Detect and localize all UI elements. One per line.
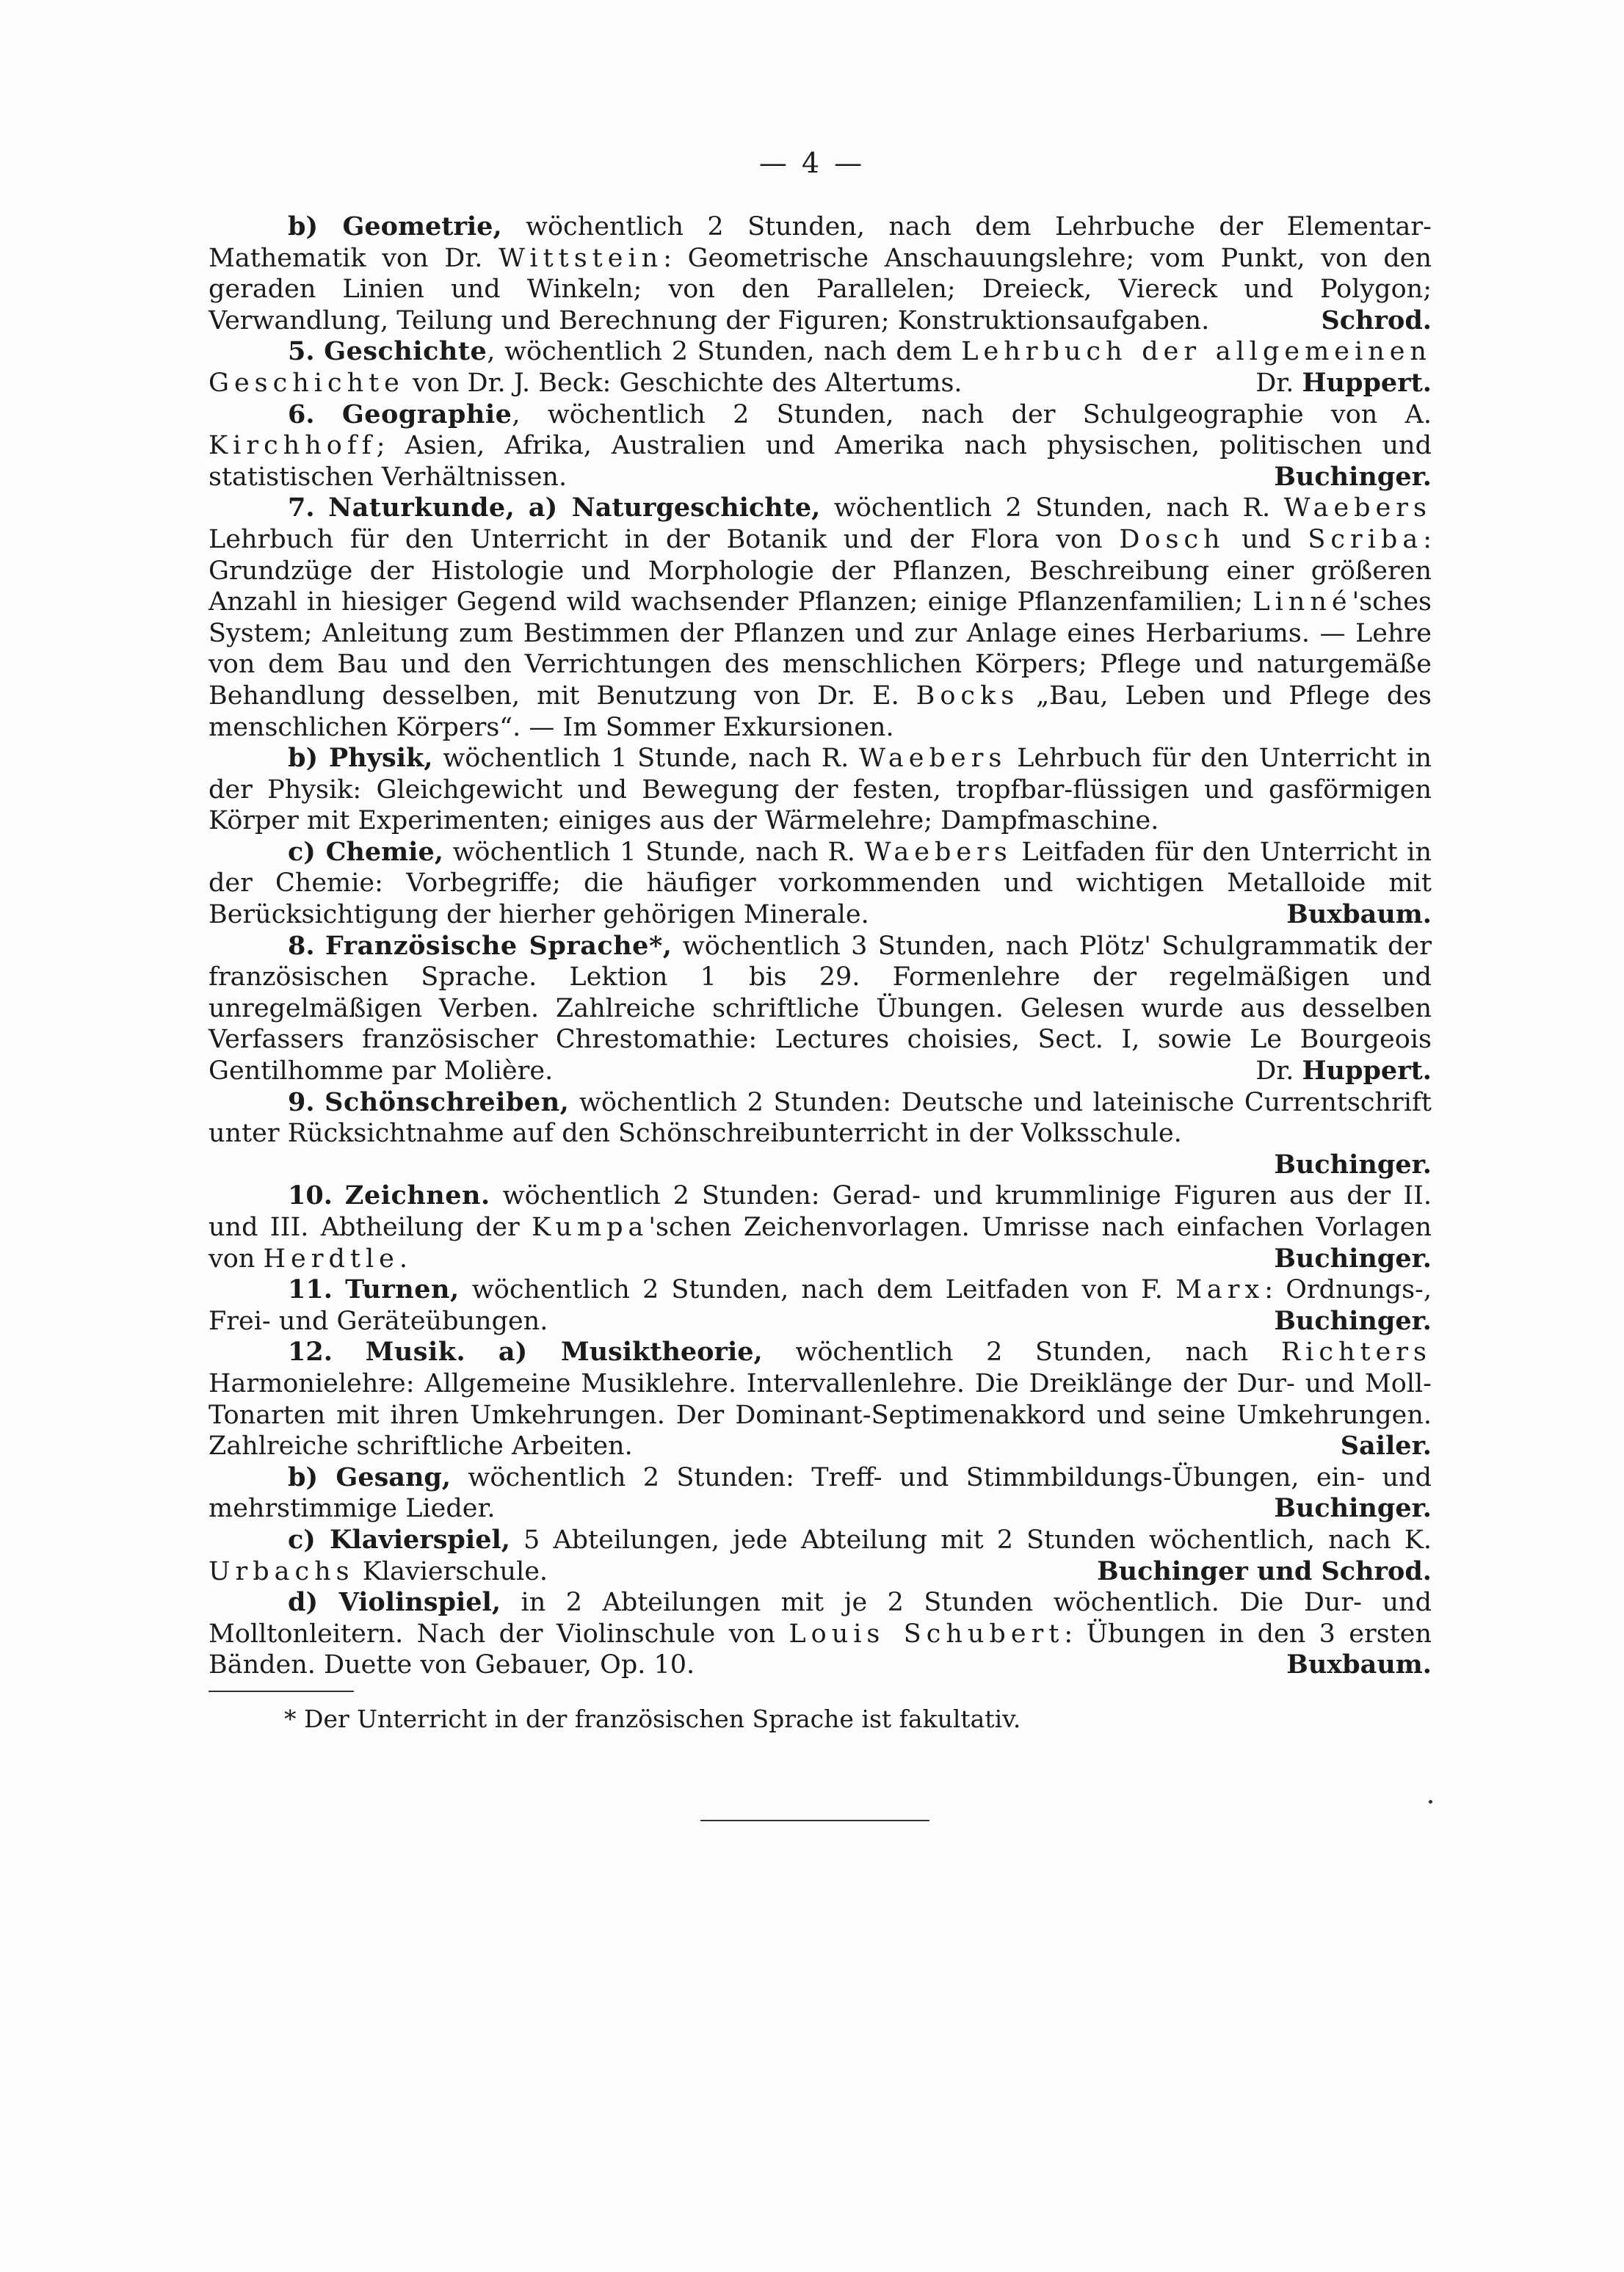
geographie-teacher: Buchinger.	[1274, 461, 1432, 492]
zeichnen-author-2: Herdtle	[263, 1244, 399, 1274]
geometrie-text: wöchentlich 2 Stunden, nach dem Lehrbuche der Elementar-Mathematik von Dr.	[209, 212, 1432, 273]
naturkunde-author-3: Scriba	[1308, 524, 1424, 554]
section-naturkunde	[209, 493, 1432, 743]
physik-label: b) Physik,	[288, 743, 433, 774]
klavier-author: Urbachs	[209, 1556, 355, 1586]
geschichte-text-2: von Dr. J. Beck: Geschichte des Altertums.	[404, 368, 963, 398]
turnen-label: Turnen,	[345, 1274, 460, 1305]
naturkunde-author: Waebers	[1283, 493, 1432, 523]
schoenschreiben-number: 9.	[288, 1086, 315, 1117]
naturkunde-text-6: „Bau, Leben und Pflege des menschlichen Körpers“. — Im Sommer Exkursionen.	[209, 680, 1432, 742]
naturkunde-label: Naturkunde,	[328, 493, 515, 523]
schoenschreiben-label: Schönschreiben,	[325, 1086, 570, 1117]
klavier-label: c) Klavierspiel,	[288, 1524, 510, 1555]
turnen-text-2: : Ordnungs-, Frei- und Geräteübungen.	[209, 1275, 1432, 1336]
geographie-number: 6.	[288, 399, 315, 429]
section-physik	[209, 743, 1432, 837]
naturkunde-text-3: und	[1225, 524, 1308, 554]
page-number: — 4 —	[758, 147, 866, 179]
gesang-teacher: Buchinger.	[1274, 1493, 1432, 1524]
ink-speck	[1429, 1800, 1432, 1804]
franzoesisch-teacher-name: Huppert.	[1302, 1056, 1432, 1086]
physik-text: wöchentlich 1 Stunde, nach R.	[432, 744, 859, 774]
musik-label: Musik.	[365, 1337, 466, 1368]
section-musik	[209, 1337, 1432, 1462]
geschichte-text: , wöchentlich 2 Stunden, nach dem	[487, 337, 962, 367]
geschichte-number: 5.	[288, 336, 315, 367]
page-content	[209, 211, 1432, 1681]
geometrie-author: Wittstein	[499, 243, 664, 273]
section-schoenschreiben	[209, 1086, 1432, 1180]
franzoesisch-teacher-prefix: Dr.	[1255, 1056, 1294, 1086]
zeichnen-number: 10.	[288, 1180, 333, 1211]
geometrie-text-2: : Geometrische Anschauungslehre; vom Punkt, von den geraden Linien und Winkeln; von den Parallelen; Dreieck, Viereck und Polygon; Verwandlung, Teilung und Berechnung der Figuren; Konstruktionsaufgaben.	[209, 243, 1432, 335]
section-violine	[209, 1587, 1432, 1681]
violine-author: Louis Schubert	[789, 1619, 1065, 1649]
klavier-teacher: Buchinger und Schrod.	[1097, 1556, 1432, 1586]
section-geometrie	[209, 211, 1432, 336]
geographie-author: Kirchhoff	[209, 431, 377, 461]
footnote: * Der Unterricht in der französischen Sprache ist fakultativ.	[284, 1705, 1021, 1733]
turnen-author: Marx	[1175, 1275, 1265, 1305]
musik-number: 12.	[288, 1337, 333, 1368]
chemie-author: Waebers	[864, 837, 1012, 867]
naturkunde-number: 7.	[288, 493, 315, 523]
zeichnen-author: Kumpa	[532, 1213, 649, 1242]
section-franzoesisch	[209, 931, 1432, 1087]
klavier-text-2: Klavierschule.	[354, 1556, 548, 1586]
franzoesisch-label: Französische Sprache*,	[325, 930, 673, 961]
zeichnen-text-3: .	[399, 1244, 407, 1274]
violine-label: d) Violinspiel,	[288, 1587, 501, 1618]
geschichte-teacher-name: Huppert.	[1302, 367, 1432, 398]
section-geographie	[209, 399, 1432, 493]
zeichnen-label: Zeichnen.	[344, 1180, 490, 1211]
musik-text: wöchentlich 2 Stunden, nach	[762, 1338, 1281, 1368]
end-divider	[700, 1820, 929, 1821]
section-chemie	[209, 837, 1432, 931]
chemie-text-2: Leitfaden für den Unterricht in der Chemie: Vorbegriffe; die häufiger vorkommenden und wichtigen Metalloide mit Berücksichtigung der hierher gehörigen Minerale.	[209, 837, 1432, 930]
naturkunde-author-2: Dosch	[1119, 524, 1225, 554]
naturkunde-text-4: : Grundzüge der Histologie und Morphologie der Pflanzen, Beschreibung einer größeren Anzahl in hiesiger Gegend wild wachsender Pflanzen; einige Pflanzenfamilien;	[209, 524, 1432, 617]
geschichte-teacher	[1176, 368, 1432, 399]
naturkunde-text-2: Lehrbuch für den Unterricht in der Botanik und der Flora von	[209, 524, 1120, 554]
section-geschichte	[209, 336, 1432, 399]
section-zeichnen	[209, 1180, 1432, 1274]
naturkunde-text: wöchentlich 2 Stunden, nach R.	[820, 493, 1284, 523]
geographie-text-2: ; Asien, Afrika, Australien und Amerika nach physischen, politischen und statistischen Verhältnissen.	[209, 431, 1432, 492]
footnote-divider	[209, 1691, 354, 1692]
geographie-text: , wöchentlich 2 Stunden, nach der Schulgeographie von A.	[512, 399, 1432, 429]
zeichnen-teacher: Buchinger.	[1274, 1243, 1432, 1274]
zeichnen-text-2: 'schen Zeichenvorlagen. Umrisse nach einfachen Vorlagen von	[209, 1213, 1432, 1274]
violine-text: in 2 Abteilungen mit je 2 Stunden wöchentlich. Die Dur- und Molltonleitern. Nach der Violinschule von	[209, 1588, 1432, 1649]
geschichte-label: Geschichte	[324, 336, 487, 367]
geometrie-teacher: Schrod.	[1321, 305, 1432, 335]
physik-text-2: Lehrbuch für den Unterricht in der Physik: Gleichgewicht und Bewegung der festen, tropfbar-flüssigen und gasförmigen Körper mit Experimenten; einiges aus der Wärmelehre; Dampfmaschine.	[209, 744, 1432, 836]
turnen-number: 11.	[288, 1274, 333, 1305]
gesang-label: b) Gesang,	[288, 1462, 452, 1492]
naturkunde-text-5: 'sches System; Anleitung zum Bestimmen der Pflanzen und zur Anlage eines Herbariums. — Lehre von dem Bau und den Verrichtungen des menschlichen Körpers; Pflege und naturgemäße Behandlung desselben, mit Benutzung von Dr. E.	[209, 587, 1432, 711]
physik-author: Waebers	[859, 744, 1007, 774]
musik-author: Richters	[1280, 1338, 1432, 1368]
musik-sub-label: a) Musiktheorie,	[498, 1337, 763, 1368]
chemie-text: wöchentlich 1 Stunde, nach R.	[443, 837, 865, 867]
zeichnen-text: wöchentlich 2 Stunden: Gerad- und krummlinige Figuren aus der II. und III. Abtheilung der	[209, 1181, 1432, 1242]
naturkunde-author-5: Bocks	[916, 680, 1020, 711]
section-gesang	[209, 1462, 1432, 1525]
chemie-label: c) Chemie,	[288, 836, 443, 867]
schoenschreiben-text: wöchentlich 2 Stunden: Deutsche und lateinische Currentschrift unter Rücksichtnahme auf den Schönschreibunterricht in der Volksschule.	[209, 1087, 1432, 1149]
naturkunde-author-4: Linné	[1253, 587, 1352, 617]
geschichte-teacher-prefix: Dr.	[1255, 368, 1294, 398]
klavier-text: 5 Abteilungen, jede Abteilung mit 2 Stunden wöchentlich, nach K.	[510, 1525, 1432, 1555]
violine-text-2: : Übungen in den 3 ersten Bänden. Duette von Gebauer, Op. 10.	[209, 1619, 1432, 1680]
musik-text-2: Harmonielehre: Allgemeine Musiklehre. Intervallenlehre. Die Dreiklänge der Dur- und Moll-Tonarten mit ihren Umkehrungen. Der Dominant-Septimenakkord und seine Umkehrungen. Zahlreiche schriftliche Arbeiten.	[209, 1368, 1432, 1462]
geometrie-label: b) Geometrie,	[288, 211, 502, 242]
franzoesisch-number: 8.	[288, 930, 315, 961]
section-turnen	[209, 1274, 1432, 1337]
turnen-teacher: Buchinger.	[1274, 1305, 1432, 1336]
geographie-label: Geographie	[341, 399, 512, 429]
schoenschreiben-teacher: Buchinger.	[1274, 1149, 1432, 1180]
franzoesisch-text: wöchentlich 3 Stunden, nach Plötz' Schulgrammatik der französischen Sprache. Lektion 1 bis 29. Formenlehre der regelmäßigen und unregelmäßigen Verben. Zahlreiche schriftliche Übungen. Gelesen wurde aus desselben Verfassers französischer Chrestomathie: Lectures choisies, Sect. I, sowie Le Bourgeois Gentilhomme par Molière.	[209, 931, 1432, 1086]
musik-teacher: Sailer.	[1340, 1431, 1432, 1462]
violine-teacher: Buxbaum.	[1286, 1649, 1432, 1680]
franzoesisch-teacher	[1176, 1056, 1432, 1087]
naturkunde-sub-label: a) Naturgeschichte,	[528, 493, 821, 523]
chemie-teacher: Buxbaum.	[1286, 899, 1432, 930]
turnen-text: wöchentlich 2 Stunden, nach dem Leitfaden von F.	[459, 1275, 1176, 1305]
geschichte-book: Lehrbuch der allgemeinen Geschichte	[209, 337, 1432, 398]
gesang-text: wöchentlich 2 Stunden: Treff- und Stimmbildungs-Übungen, ein- und mehrstimmige Lieder.	[209, 1462, 1432, 1524]
section-klavier	[209, 1525, 1432, 1587]
